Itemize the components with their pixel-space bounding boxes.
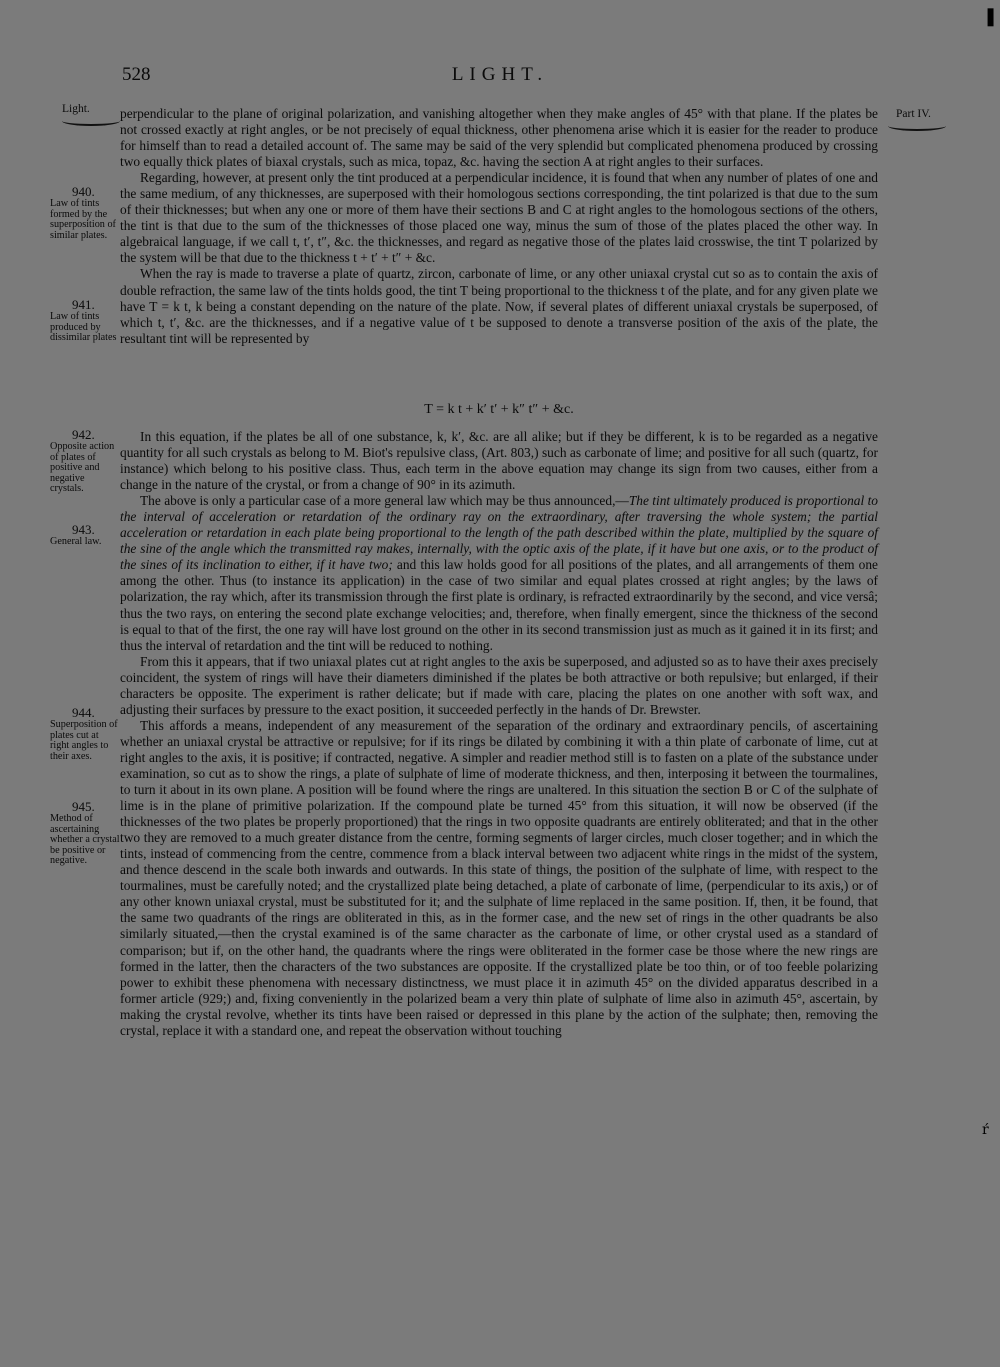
paragraph-943 — [120, 493, 878, 653]
brace-mark — [62, 116, 120, 126]
paragraph-942: In this equation, if the plates be all of one substance, k, k′, &c. are all alike; but if they be different, k is to be regarded as a negative quantity for all such crystals as belong to M. Biot's repulsive class, (Art. 803,) such as carbonate of lime; and positive for all such (quartz, for instance) which belong to his positive class. Thus, each term in the above equation may change its sign from two causes, either from a change in the nature of the crystal, or from a change of 90° in its azimuth. — [120, 429, 878, 493]
margin-tag-right-label: Part IV. — [896, 108, 931, 120]
sidenote-text: Method of ascertaining whether a crystal be positive or negative. — [50, 813, 120, 867]
text-block-intro — [120, 106, 878, 347]
section-number: 943. — [72, 522, 95, 537]
margin-tag-left — [62, 103, 120, 126]
sidenote-943 — [50, 523, 120, 548]
sidenote-text: Opposite action of plates of positive and negative crystals. — [50, 441, 115, 495]
sidenote-text: General law. — [50, 536, 102, 547]
sidenote-940 — [50, 185, 120, 241]
section-number: 940. — [72, 184, 95, 199]
scan-mark: ❚ — [983, 6, 999, 27]
text-block-middle — [120, 429, 878, 1039]
scan-mark: ŕ — [982, 1122, 989, 1138]
sidenote-944 — [50, 706, 120, 762]
paragraph-944: From this it appears, that if two uniaxal plates cut at right angles to the axis be superposed, and adjusted so as to have their axes precisely coincident, the system of rings will have their diameters diminished if the plates be both attractive or both repulsive; but enlarged, if their characters be opposite. The experiment is rather delicate; but if made with care, placing the plates on one another with soft wax, and adjusting their surfaces by pressure to the exact position, it succeeded perfectly in the hands of Dr. Brewster. — [120, 653, 878, 717]
margin-tag-left-label: Light. — [62, 103, 90, 115]
paragraph-940: Regarding, however, at present only the tint produced at a perpendicular incidence, it is found that when any number of plates of one and the same medium, of any thicknesses, are superposed with their homologous sections corresponding, the tint polarized is that due to the sum of their thicknesses; but when any one or more of them have their sections B and C at right angles to the homologous sections of the others, the tint is that due to the sum of the thicknesses of those placed one way, minus the sum of those of the plates placed the other way. In algebraical language, if we call t, t′, t″, &c. the thicknesses, and regard as negative those of the plates laid crosswise, the tint T polarized by the system will be that due to the thickness t + t′ + t″ + &c. — [120, 170, 878, 266]
sidenote-945 — [50, 800, 120, 867]
paragraph-943-rest: and this law holds good for all positions of the plates, and all arrangements of them one among the other. Thus (to instance its application) in the case of two similar and equal plates crossed at right angles; by the laws of polarization, the ray which, after its transmission through the first plate is ordinary, is refracted extraordinarily by the second, and vice versâ; thus the two rays, on entering the second plate exchange velocities; and, therefore, when finally emergent, since the thickness of the second is equal to that of the first, the one ray will have lost ground on the other in its second transmission just as much as it gained it in its first; and thus the interval of retardation and the tint will be reduced to nothing. — [120, 557, 879, 653]
sidenote-text: Law of tints formed by the superposition of similar plates. — [50, 198, 116, 241]
sidenote-942 — [50, 428, 120, 495]
page-header — [120, 64, 880, 88]
sidenote-941 — [50, 298, 120, 344]
formula: T = k t + k′ t′ + k″ t″ + &c. — [424, 402, 574, 417]
page-number: 528 — [122, 64, 151, 85]
margin-tag-right — [888, 108, 948, 131]
section-number: 945. — [72, 799, 95, 814]
paragraph: perpendicular to the plane of original polarization, and vanishing altogether when they make angles of 45° with that plane. If the plates be not crossed exactly at right angles, or be not precisely of equal thickness, other phenomena arise which it is easier for the reader to produce for himself than to read a detailed account of. The same may be said of the very splendid but complicated phenomena produced by crossing two equally thick plates of biaxal crystals, such as mica, topaz, &c. having the section A at right angles to their surfaces. — [120, 106, 878, 170]
paragraph-943-intro: The above is only a particular case of a more general law which may be thus announced,— — [140, 493, 629, 509]
paragraph-945: This affords a means, independent of any measurement of the separation of the ordinary and extraordinary pencils, of ascertaining whether an uniaxal crystal be attractive or repulsive; for if its rings be dilated by combining it with a thin plate of carbonate of lime, cut at right angles to the axis, it is positive; if contracted, negative. A simpler and readier method still is to fasten on a plate of the substance under examination, so cut as to show the rings, a plate of sulphate of lime of moderate thickness, and then, interposing it between the tourmalines, to turn it about in its own plane. A position will be found where the rings are unaltered. In this situation the section B or C of the sulphate of lime is in the plane of primitive polarization. If the compound plate be turned 45° from this situation, it will now be observed (if the thicknesses of the two plates be properly proportioned) that the rings in two opposite quadrants are entirely obliterated; and that in the other two they are removed to a much greater distance from the centre, forming segments of larger circles, much closer together; and in which the tints, instead of commencing from the centre, commence from a black interval between two adjacent white rings in the midst of the system, and thence descend in the scale both inwards and outwards. In this state of things, the position of the sulphate of lime, with respect to the tourmalines, must be carefully noted; and the crystallized plate being detached, a plate of carbonate of lime, (perpendicular to its axis,) or of any other known uniaxal crystal, must be substituted for it; and the sulphate of lime replaced in the same position. If, then, it be found, that the same two quadrants of the rings are obliterated in this, as in the former case, and the new set of rings in the other quadrants be also similarly situated,—then the crystal examined is of the same character as the carbonate of lime, or other crystal used as a standard of comparison; but if, on the other hand, the quadrants where the rings were obliterated in the former case be those where the new rings are formed in the latter, then the characters of the two substances are opposite. If the crystallized plate be too thin, or of too feeble polarizing power to exhibit these phenomena with necessary distinctness, we must place it in azimuth 45° on the divided apparatus described in a former article (929;) and, fixing conveniently in the polarized beam a very thin plate of sulphate of lime also in azimuth 45°, ascertain, by making the crystal revolve, whether its tints have been raised or depressed in this plane by the action of the sulphate; then, removing the crystal, replace it with a standard one, and repeat the observation without touching — [120, 717, 878, 1038]
paragraph-941: When the ray is made to traverse a plate of quartz, zircon, carbonate of lime, or any other uniaxal crystal cut so as to contain the axis of double refraction, the same law of the tints holds good, the tint T being proportional to the thickness t of the plate, and for any given plate we have T = k t, k being a constant depending on the nature of the plate. Now, if several plates of different uniaxal crystals be superposed, of which t, t′, &c. are the thicknesses, and if a negative value of t be supposed to denote a transverse position of the axis of the plate, the resultant tint will be represented by — [120, 266, 878, 346]
brace-mark — [888, 121, 946, 131]
running-title: LIGHT. — [451, 64, 549, 85]
sidenote-text: Law of tints produced by dissimilar plates — [50, 311, 117, 344]
section-number: 944. — [72, 705, 95, 720]
general-law-statement: The tint ultimately produced is proportional to the interval of acceleration or retardation of the ordinary ray on the extraordinary, after traversing the whole system; the partial acceleration or retardation in each plate being proportional to the length of the path described within the plate, multiplied by the square of the sine of the angle which the transmitted ray makes, internally, with the optic axis of the plate, if it have but one axis, or to the product of the sines of its inclination to either, if it have two; — [120, 493, 878, 573]
section-number: 942. — [72, 427, 95, 442]
sidenote-text: Superposition of plates cut at right angles to their axes. — [50, 719, 118, 762]
section-number: 941. — [72, 297, 95, 312]
